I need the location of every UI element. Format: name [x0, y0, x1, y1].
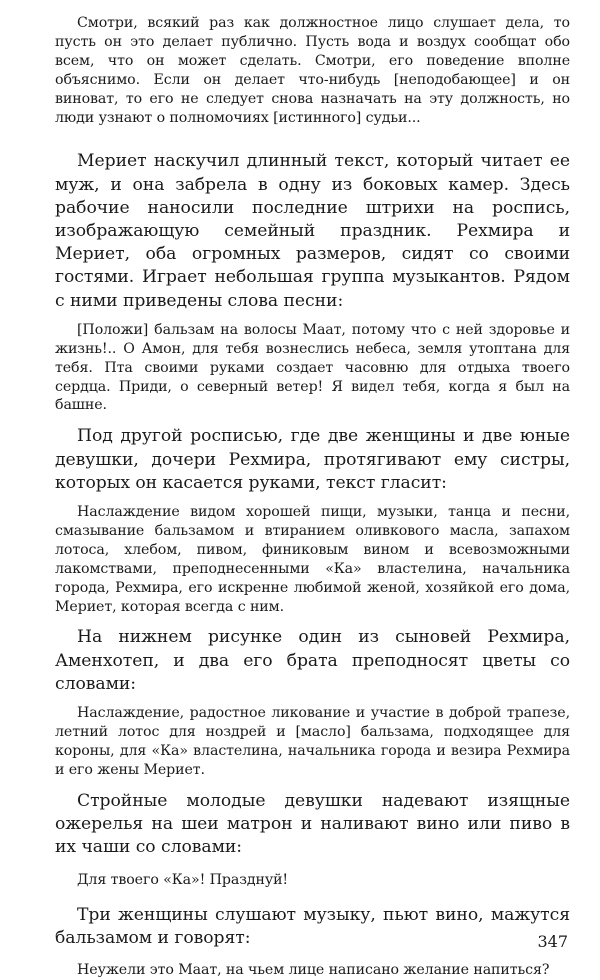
body-paragraph-3: На нижнем рисунке один из сыновей Рехмира, Аменхотеп, и два его брата преподносят цветы со словами:: [55, 627, 570, 694]
body-paragraph-4: Стройные молодые девушки надевают изящные ожерелья на шеи матрон и наливают вино или пиво в их чаши со словами:: [55, 790, 570, 858]
quote-paragraph-5: Для твоего «Ка»! Празднуй!: [77, 872, 289, 889]
quote-paragraph-6: Неужели это Маат, на чьем лице написано желание напиться?: [77, 961, 550, 978]
body-paragraph-2: Под другой росписью, где две женщины и две юные девушки, дочери Рехмира, протягивают ему систры, которых он касается руками, текст гласит:: [55, 426, 570, 493]
quote-paragraph-4: Наслаждение, радостное ликование и участие в доброй трапезе, летний лотос для ноздрей и [масло] бальзама, подходящее для короны, для «Ка» властелина, начальника города и везира Рехмира и его жены Мериет.: [55, 705, 570, 778]
body-paragraph-1: Мериет наскучил длинный текст, который читает ее муж, и она забрела в одну из боковых камер. Здесь рабочие наносили последние штрихи на роспись, изображающую семейный праздник. Рехмира и Мериет, оба огромных размеров, сидят со своими гостями. Играет небольшая группа музыкантов. Рядом с ними приведены слова песни:: [55, 151, 570, 311]
body-paragraph-5: Три женщины слушают музыку, пьют вино, мажутся бальзамом и говорят:: [55, 905, 570, 949]
page-number: 347: [537, 932, 568, 951]
quote-paragraph-3: Наслаждение видом хорошей пищи, музыки, танца и песни, смазывание бальзамом и втиранием оливкового масла, запахом лотоса, хлебом, пивом, финиковым вином и всевозможными лакомствами, преподнесенными «Ка» властелина, начальника города, Рехмира, его искренне любимой женой, хозяйкой его дома, Мериет, которая всегда с ним.: [55, 504, 570, 615]
quote-paragraph-1: Смотри, всякий раз как должностное лицо слушает дела, то пусть он это делает публично. Пусть вода и воздух сообщат обо всем, что он может сделать. Смотри, его поведение вполне объяснимо. Если он делает что-нибудь [неподобающее] и он виноват, то его не следует снова назначать на эту должность, но люди узнают о полномочиях [истинного] судьи...: [55, 15, 570, 126]
quote-paragraph-2: [Положи] бальзам на волосы Маат, потому что с ней здоровье и жизнь!.. О Амон, для тебя вознеслись небеса, земля утоптана для тебя. Пта своими руками создает часовню для отдыха твоего сердца. Приди, о северный ветер! Я видел тебя, когда я был на башне.: [55, 321, 570, 414]
